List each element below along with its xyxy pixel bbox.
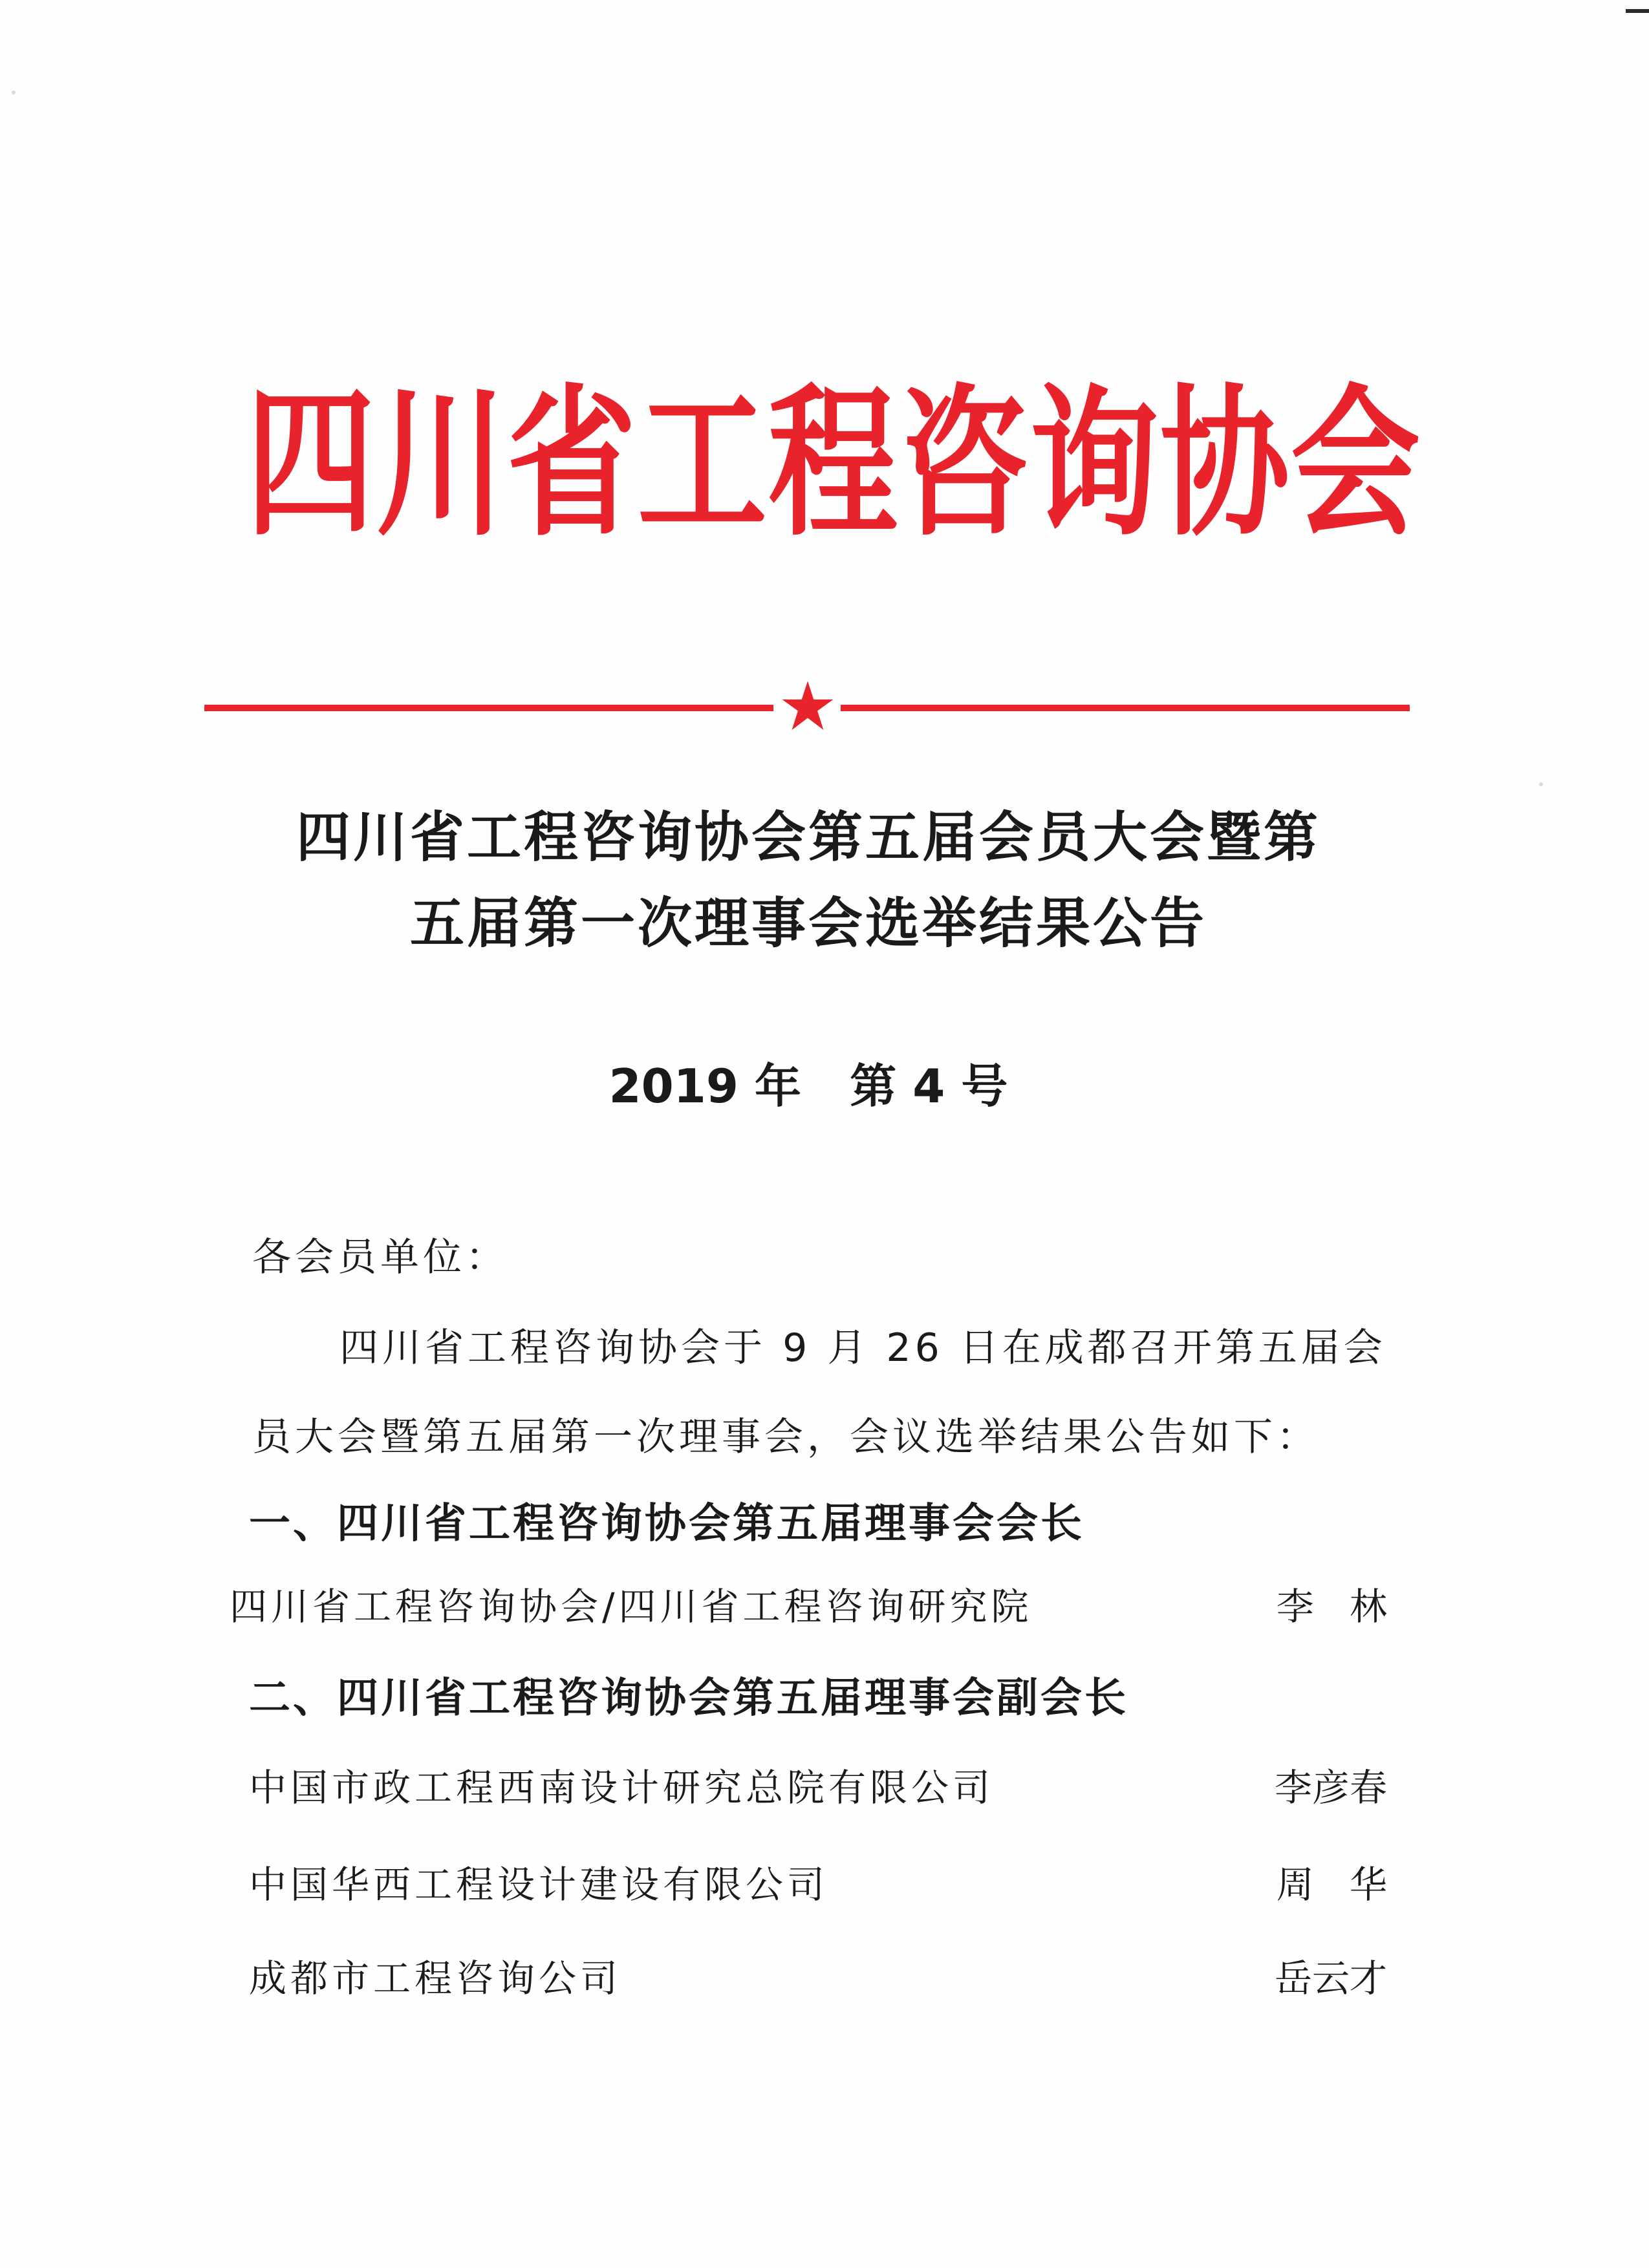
vice-president-name: 周 华: [1276, 1863, 1387, 1907]
scan-speck: [12, 91, 16, 94]
vice-president-name: 李彦春: [1274, 1766, 1387, 1810]
vice-president-row: [249, 1759, 1387, 1817]
vice-president-name: 岳云才: [1274, 1956, 1387, 2000]
president-name: 李 林: [1276, 1585, 1387, 1629]
scan-edge-mark: [1626, 9, 1649, 13]
section-heading-president: 一、四川省工程咨询协会第五届理事会会长: [249, 1500, 1084, 1548]
document-title-line-2: 五届第一次理事会选举结果公告: [409, 892, 1207, 955]
document-number: 2019 年 第 4 号: [609, 1059, 1008, 1113]
section-heading-vice-presidents: 二、四川省工程咨询协会第五届理事会副会长: [249, 1674, 1128, 1722]
scan-speck: [1539, 782, 1543, 786]
vice-president-row: [249, 1949, 1387, 2007]
president-organization: 四川省工程咨询协会/四川省工程咨询研究院: [230, 1585, 1033, 1629]
masthead-organization-name: 四川省工程咨询协会: [246, 369, 1422, 559]
vice-president-organization: 中国华西工程设计建设有限公司: [249, 1863, 829, 1907]
document-title-line-1: 四川省工程咨询协会第五届会员大会暨第: [296, 806, 1320, 869]
vice-president-organization: 中国市政工程西南设计研究总院有限公司: [249, 1766, 995, 1810]
red-star-icon: [781, 679, 835, 733]
vice-president-organization: 成都市工程咨询公司: [249, 1956, 622, 2000]
vice-president-row: [249, 1856, 1387, 1914]
salutation: 各会员单位：: [252, 1235, 508, 1280]
red-divider-right: [841, 705, 1410, 711]
body-paragraph-line-2: 员大会暨第五届第一次理事会，会议选举结果公告如下：: [252, 1415, 1319, 1460]
red-divider-left: [204, 705, 773, 711]
body-paragraph-line-1: 四川省工程咨询协会于 9 月 26 日在成都召开第五届会: [339, 1325, 1386, 1371]
president-row: [230, 1578, 1387, 1636]
